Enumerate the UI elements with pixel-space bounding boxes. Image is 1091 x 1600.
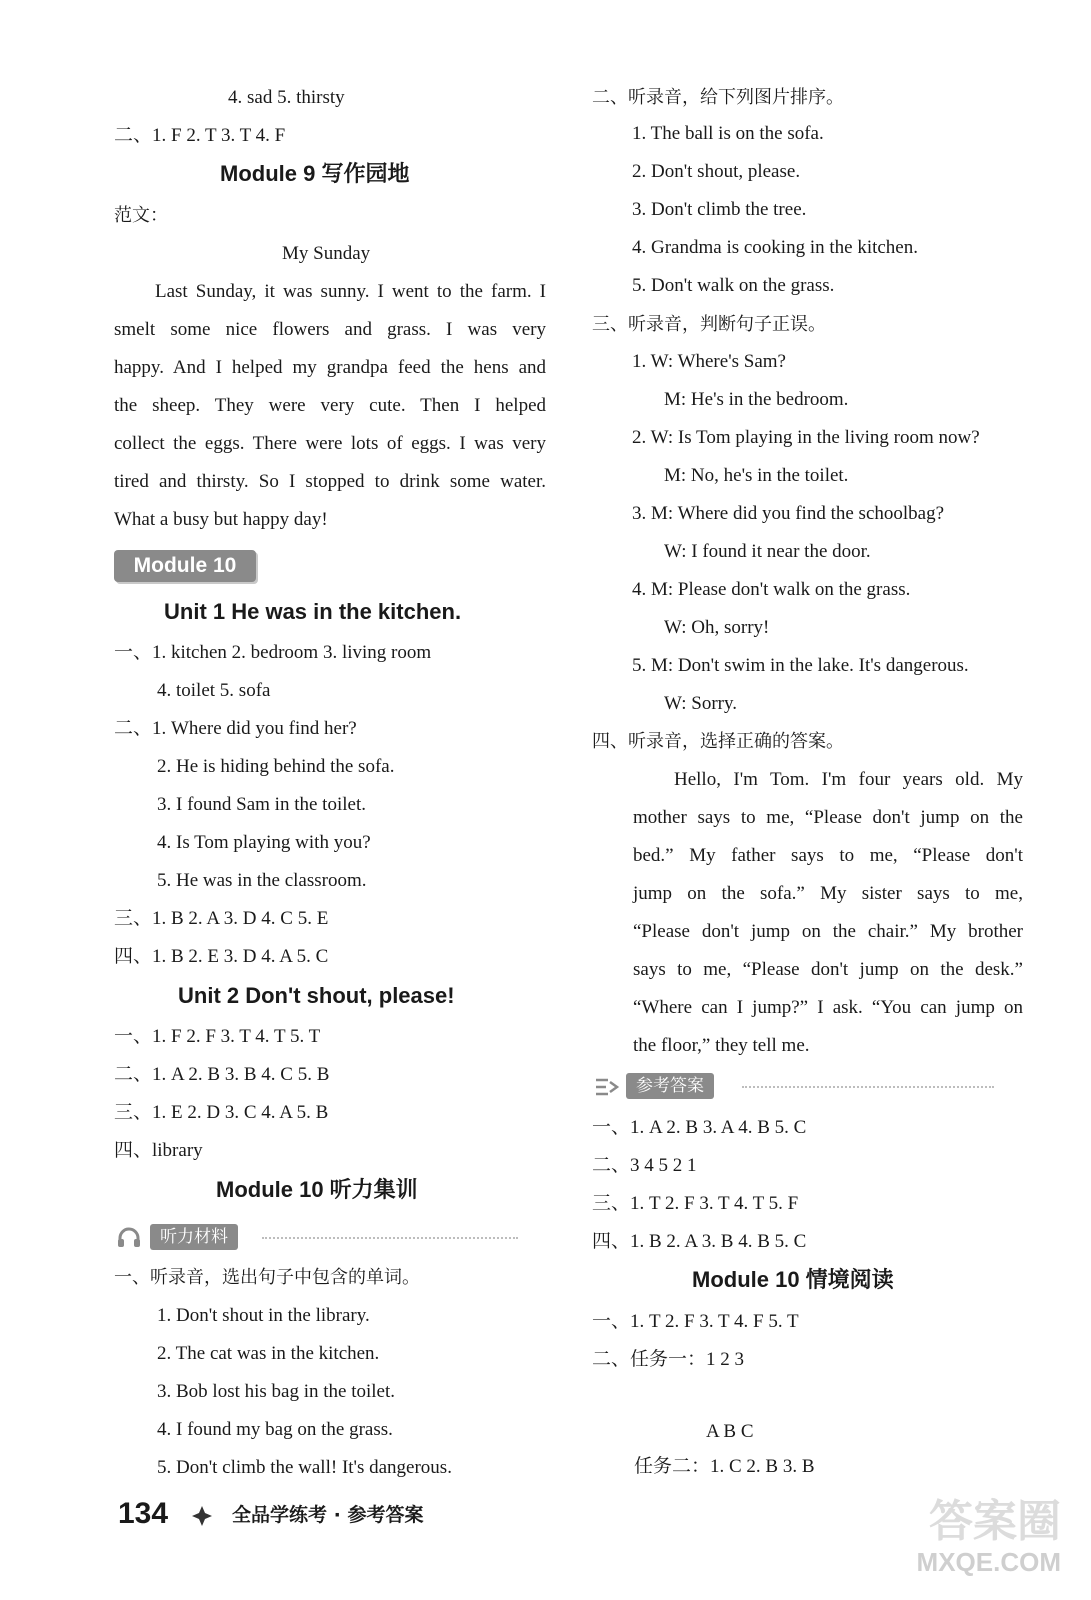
module-badge: Module 10 <box>114 550 256 582</box>
answer-line: 一、1. kitchen 2. bedroom 3. living room <box>114 642 432 663</box>
answer-line: 一、1. A 2. B 3. A 4. B 5. C <box>592 1117 807 1138</box>
divider <box>742 1086 994 1088</box>
answer-line: 四、1. B 2. A 3. B 4. B 5. C <box>592 1231 807 1252</box>
answer-line: 3. I found Sam in the toilet. <box>157 794 366 815</box>
passage-line: “Where can I jump?” I ask. “You can jump on <box>633 997 1023 1018</box>
answer-line: 三、1. T 2. F 3. T 4. T 5. F <box>592 1193 799 1214</box>
watermark-logo: 答案圈 <box>929 1497 1061 1546</box>
answer-line: 二、3 4 5 2 1 <box>592 1155 697 1176</box>
section-heading: Module 9 写作园地 <box>220 161 410 186</box>
answer-line: A B C <box>706 1421 754 1442</box>
passage-line: says to me, “Please don't jump on the desk.” <box>633 959 1023 980</box>
dialogue-line: W: I found it near the door. <box>664 541 871 562</box>
sample-label: 范文： <box>114 205 168 226</box>
answer-line: 4. toilet 5. sofa <box>157 680 271 701</box>
script-line: 4. I found my bag on the grass. <box>157 1419 393 1440</box>
essay-line: Last Sunday, it was sunny. I went to the farm. I <box>155 281 546 302</box>
answer-line: 四、library <box>114 1140 203 1161</box>
script-line: 3. Don't climb the tree. <box>632 199 807 220</box>
script-line: 3. Bob lost his bag in the toilet. <box>157 1381 396 1402</box>
diamond-ornament-icon <box>190 1504 214 1528</box>
essay-line: the sheep. They were very cute. Then I helped <box>114 395 546 416</box>
answer-key-tag: 参考答案 <box>626 1073 714 1099</box>
answer-line: 4. sad 5. thirsty <box>228 87 345 108</box>
essay-title: My Sunday <box>282 243 371 264</box>
question-title: 二、听录音，给下列图片排序。 <box>592 87 844 108</box>
passage-line: jump on the sofa.” My sister says to me, <box>633 883 1023 904</box>
script-line: 4. Grandma is cooking in the kitchen. <box>632 237 918 258</box>
essay-line: smelt some nice flowers and grass. I was very <box>114 319 546 340</box>
dialogue-line: 4. M: Please don't walk on the grass. <box>632 579 911 600</box>
answer-line: 二、1. A 2. B 3. B 4. C 5. B <box>114 1064 330 1085</box>
book-title: 全品学练考 · 参考答案 <box>232 1504 424 1526</box>
headphones-icon <box>116 1227 142 1249</box>
section-heading: Module 10 听力集训 <box>216 1177 418 1202</box>
answer-line: 一、1. T 2. F 3. T 4. F 5. T <box>592 1311 799 1332</box>
answer-line: 二、1. F 2. T 3. T 4. F <box>114 125 286 146</box>
essay-line: What a busy but happy day! <box>114 509 328 530</box>
answer-line: 二、1. Where did you find her? <box>114 718 357 739</box>
divider <box>262 1237 518 1239</box>
passage-line: mother says to me, “Please don't jump on the <box>633 807 1023 828</box>
answer-line: 三、1. B 2. A 3. D 4. C 5. E <box>114 908 329 929</box>
script-line: 5. Don't walk on the grass. <box>632 275 835 296</box>
section-heading: Module 10 情境阅读 <box>692 1267 894 1292</box>
essay-line: tired and thirsty. So I stopped to drink some water. <box>114 471 546 492</box>
script-line: 5. Don't climb the wall! It's dangerous. <box>157 1457 452 1478</box>
answer-line: 二、任务一：1 2 3 <box>592 1349 745 1370</box>
script-line: 2. Don't shout, please. <box>632 161 801 182</box>
dialogue-line: M: He's in the bedroom. <box>664 389 849 410</box>
answer-line: 一、1. F 2. F 3. T 4. T 5. T <box>114 1026 321 1047</box>
passage-line: Hello, I'm Tom. I'm four years old. My <box>674 769 1023 790</box>
dialogue-line: M: No, he's in the toilet. <box>664 465 849 486</box>
question-title: 四、听录音，选择正确的答案。 <box>592 731 844 752</box>
dialogue-line: W: Oh, sorry! <box>664 617 770 638</box>
dialogue-line: 5. M: Don't swim in the lake. It's dangerous. <box>632 655 969 676</box>
question-title: 一、听录音，选出句子中包含的单词。 <box>114 1267 420 1288</box>
passage-line: bed.” My father says to me, “Please don't <box>633 845 1023 866</box>
dialogue-line: 3. M: Where did you find the schoolbag? <box>632 503 945 524</box>
passage-line: “Please don't jump on the chair.” My brother <box>633 921 1023 942</box>
script-line: 2. The cat was in the kitchen. <box>157 1343 380 1364</box>
script-line: 1. Don't shout in the library. <box>157 1305 370 1326</box>
answer-line: 4. Is Tom playing with you? <box>157 832 371 853</box>
answer-line: 2. He is hiding behind the sofa. <box>157 756 395 777</box>
essay-line: collect the eggs. There were lots of eggs. I was very <box>114 433 546 454</box>
essay-line: happy. And I helped my grandpa feed the hens and <box>114 357 546 378</box>
answer-line: 三、1. E 2. D 3. C 4. A 5. B <box>114 1102 329 1123</box>
dialogue-line: 2. W: Is Tom playing in the living room now? <box>632 427 980 448</box>
answer-line: 任务二：1. C 2. B 3. B <box>634 1456 815 1477</box>
unit-title: Unit 2 Don't shout, please! <box>178 983 455 1008</box>
dialogue-line: 1. W: Where's Sam? <box>632 351 786 372</box>
watermark-site: MXQE.COM <box>916 1547 1061 1577</box>
answer-line: 四、1. B 2. E 3. D 4. A 5. C <box>114 946 329 967</box>
dialogue-line: W: Sorry. <box>664 693 737 714</box>
passage-line: the floor,” they tell me. <box>633 1035 810 1056</box>
page-number: 134 <box>118 1497 169 1530</box>
answer-line: 5. He was in the classroom. <box>157 870 367 891</box>
listening-material-tag: 听力材料 <box>150 1224 238 1250</box>
unit-title: Unit 1 He was in the kitchen. <box>164 599 462 624</box>
answer-key-icon <box>594 1076 620 1098</box>
script-line: 1. The ball is on the sofa. <box>632 123 824 144</box>
question-title: 三、听录音，判断句子正误。 <box>592 314 826 335</box>
